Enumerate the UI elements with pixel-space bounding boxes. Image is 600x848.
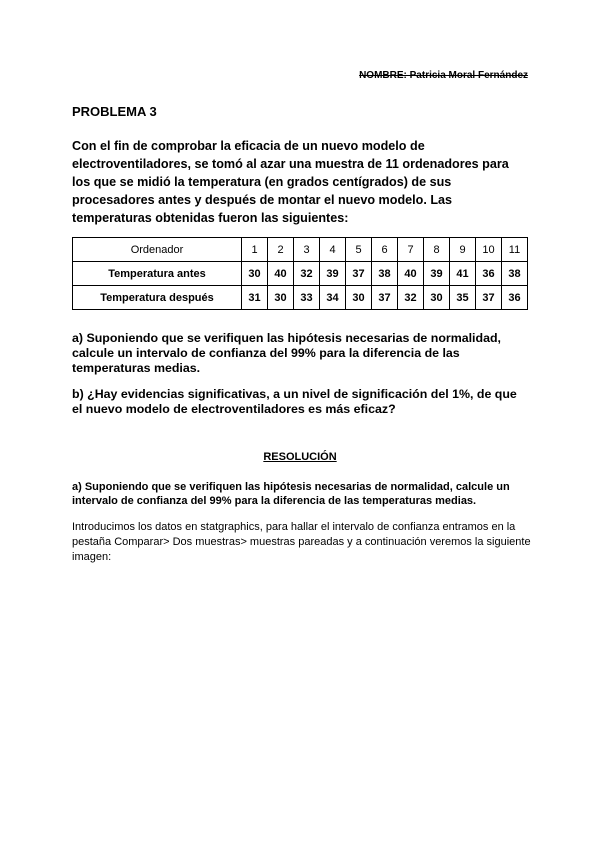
row-label: Temperatura después [73,286,242,310]
table-cell: 34 [320,286,346,310]
table-cell: 36 [502,286,528,310]
table-column-header: 4 [320,238,346,262]
table-column-header: 8 [424,238,450,262]
table-cell: 30 [346,286,372,310]
table-cell: 39 [424,262,450,286]
table-cell: 41 [450,262,476,286]
resolution-body-text: Introducimos los datos en statgraphics, para hallar el intervalo de confianza entramos en la pestaña Comparar> Dos muestras> muestras pareadas y a continuación veremos la siguiente imagen: [72,521,531,563]
table-row [73,286,528,310]
table-cell: 32 [294,262,320,286]
row-label: Temperatura antes [73,262,242,286]
table-cell: 38 [502,262,528,286]
table-cell: 36 [476,262,502,286]
problem-statement: Con el fin de comprobar la eficacia de un nuevo modelo de electroventiladores, se tomó al azar una muestra de 11 ordenadores para los que se midió la temperatura (en grados centígrados) de sus procesadores antes y después de montar el nuevo modelo. Las temperaturas obtenidas fueron las siguientes: [72,139,509,225]
table-header-row [73,238,528,262]
table-cell: 37 [346,262,372,286]
table-cell: 37 [372,286,398,310]
table-cell: 37 [476,286,502,310]
table-row [73,262,528,286]
problem-title: PROBLEMA 3 [72,104,157,119]
question-a: a) Suponiendo que se verifiquen las hipótesis necesarias de normalidad, calcule un intervalo de confianza del 99% para la diferencia de las temperaturas medias. [72,331,501,375]
table-column-header: 3 [294,238,320,262]
table-column-header: 5 [346,238,372,262]
resolution-a-heading: a) Suponiendo que se verifiquen las hipótesis necesarias de normalidad, calcule un intervalo de confianza del 99% para la diferencia de las temperaturas medias. [72,481,510,507]
table-column-header: 10 [476,238,502,262]
question-b: b) ¿Hay evidencias significativas, a un nivel de significación del 1%, de que el nuevo modelo de electroventiladores es más eficaz? [72,387,517,416]
table-cell: 38 [372,262,398,286]
table-cell: 31 [242,286,268,310]
table-column-header: 6 [372,238,398,262]
table-cell: 30 [424,286,450,310]
temperature-table [72,237,528,310]
table-column-header: 7 [398,238,424,262]
table-header-label: Ordenador [73,238,242,262]
table-column-header: 9 [450,238,476,262]
table-cell: 39 [320,262,346,286]
resolution-title: RESOLUCIÓN [263,451,337,463]
table-cell: 33 [294,286,320,310]
table-column-header: 1 [242,238,268,262]
table-column-header: 11 [502,238,528,262]
table-cell: 40 [398,262,424,286]
table-cell: 30 [242,262,268,286]
table-column-header: 2 [268,238,294,262]
table-cell: 30 [268,286,294,310]
table-cell: 32 [398,286,424,310]
table-cell: 40 [268,262,294,286]
author-name-header: NOMBRE: Patricia Moral Fernández [359,70,528,81]
table-cell: 35 [450,286,476,310]
